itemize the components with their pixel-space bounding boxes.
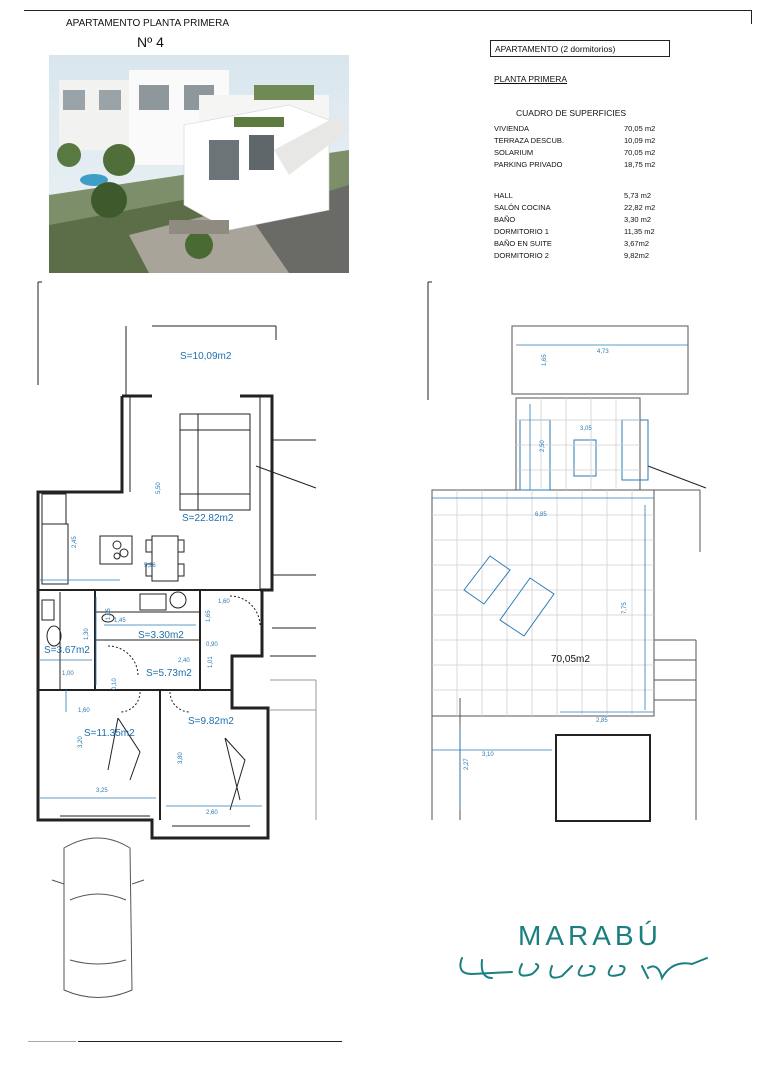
dimension-label: 2,27 (464, 758, 470, 770)
surface-label: DORMITORIO 1 (494, 227, 549, 236)
dimension-label: 1,60 (78, 708, 90, 714)
surface-value: 3,30 m2 (624, 215, 652, 224)
surface-label: BAÑO (494, 215, 516, 224)
dimension-label: 3,20 (78, 736, 84, 748)
surface-label: PARKING PRIVADO (494, 160, 563, 169)
footer-line (78, 1041, 342, 1042)
area-hall: S=5.73m2 (146, 668, 192, 679)
dimension-label: 5,26 (144, 563, 156, 569)
footer-line-left (28, 1041, 76, 1042)
surface-value: 70,05 m2 (624, 124, 656, 133)
area-solarium: 70,05m2 (551, 654, 590, 665)
area-salon-cocina: S=22.82m2 (182, 513, 234, 524)
dimension-label: 0,10 (112, 678, 118, 690)
dimension-label: 1,65 (542, 354, 548, 366)
dimension-label: 0,90 (206, 642, 218, 648)
apartment-number: Nº 4 (137, 34, 164, 50)
brand-logo-script (452, 944, 714, 992)
floor-label: PLANTA PRIMERA (494, 74, 568, 84)
surface-value: 3,67m2 (624, 239, 650, 248)
dimension-label: 1,00 (62, 671, 74, 677)
surface-value: 22,82 m2 (624, 203, 656, 212)
dimension-label: 2,60 (206, 810, 218, 816)
surface-value: 10,09 m2 (624, 136, 656, 145)
dimension-label: 3,10 (482, 752, 494, 758)
surface-value: 11,35 m2 (624, 227, 655, 236)
dimension-label: 4,73 (597, 349, 609, 355)
surface-value: 18,75 m2 (624, 160, 656, 169)
dimension-label: 2,40 (178, 658, 190, 664)
surface-value: 5,73 m2 (624, 191, 652, 200)
dimension-label: 2,50 (540, 440, 546, 452)
dimension-label: 1,65 (206, 610, 212, 622)
surface-label: BAÑO EN SUITE (494, 239, 552, 248)
surface-label: HALL (494, 191, 513, 200)
dimension-label: 1,30 (84, 628, 90, 640)
surfaces-heading: CUADRO DE SUPERFICIES (516, 108, 627, 118)
surface-label: SOLARIUM (494, 148, 534, 157)
dimension-label: 3,80 (178, 752, 184, 764)
dimension-label: 7,75 (622, 602, 628, 614)
surface-label: SALÓN COCINA (494, 203, 551, 212)
dimension-label: 1,45 (114, 618, 126, 624)
dimension-label: 5,50 (156, 482, 162, 494)
apartment-type-box: APARTAMENTO (2 dormitorios) (490, 40, 670, 57)
surface-value: 70,05 m2 (624, 148, 656, 157)
dimension-label: 2,45 (72, 536, 78, 548)
surface-label: TERRAZA DESCUB. (494, 136, 565, 145)
surface-label: VIVIENDA (494, 124, 530, 133)
brand-logo-text: MARABÚ (518, 920, 662, 951)
dimension-label: 6,85 (535, 512, 547, 518)
surface-label: DORMITORIO 2 (494, 251, 549, 260)
dimension-label: 1,05 (106, 608, 112, 620)
page-title: APARTAMENTO PLANTA PRIMERA (66, 18, 229, 29)
area-bano-suite: S=3.67m2 (44, 645, 90, 656)
dimension-label: 3,05 (580, 426, 592, 432)
area-bano: S=3.30m2 (138, 630, 184, 641)
sun-loungers (464, 556, 554, 636)
area-dormitorio-1: S=11.35m2 (84, 728, 135, 739)
dimension-label: 1,60 (218, 599, 230, 605)
surface-value: 9,82m2 (624, 251, 650, 260)
dimension-label: 3,25 (96, 788, 108, 794)
dimension-label: 2,85 (596, 718, 608, 724)
area-terraza: S=10,09m2 (180, 351, 232, 362)
dimension-label: 1,01 (208, 656, 214, 668)
area-dormitorio-2: S=9.82m2 (188, 716, 234, 727)
